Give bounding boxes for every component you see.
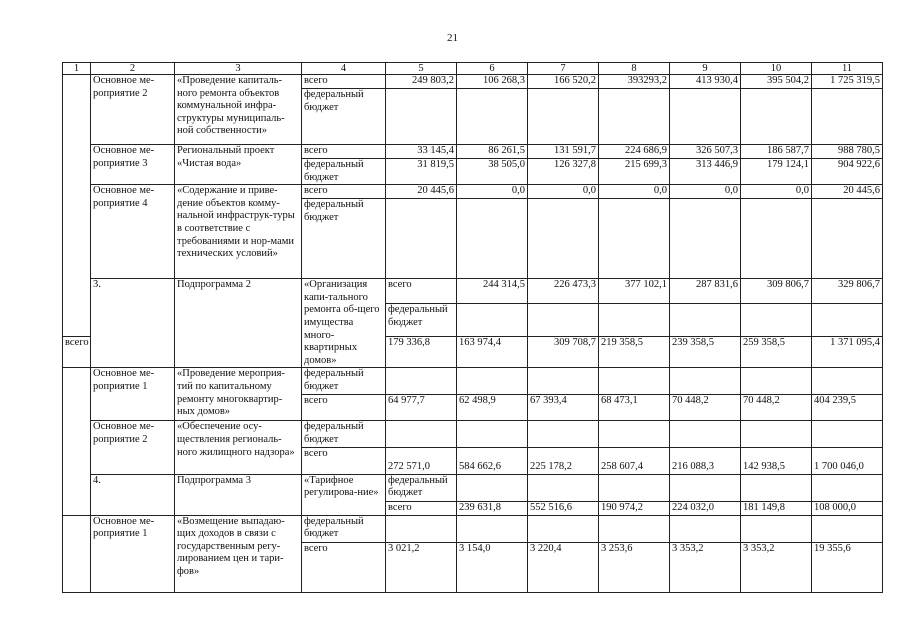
value-cell: 1 700 046,0	[812, 447, 883, 474]
funding-source-cell: федеральный бюджет	[302, 159, 386, 185]
value-cell: 68 473,1	[599, 395, 670, 421]
value-cell	[386, 515, 457, 542]
header-cell: 8	[599, 63, 670, 75]
value-cell: 70 448,2	[741, 395, 812, 421]
value-cell: 259 358,5	[741, 336, 812, 368]
funding-source-cell: федеральный бюджет	[302, 89, 386, 145]
value-cell	[812, 515, 883, 542]
value-cell	[670, 199, 741, 279]
value-cell: 0,0	[741, 185, 812, 199]
value-cell: 309 708,7	[528, 336, 599, 368]
funding-source-cell: всего	[63, 336, 91, 368]
activity-description-cell: «Обеспечение осу-ществления региональ-ного жилищного надзора»	[175, 421, 302, 474]
value-cell: 20 445,6	[812, 185, 883, 199]
activity-name-cell: Основное ме-роприятие 3	[91, 145, 175, 185]
value-cell	[457, 304, 528, 337]
value-cell	[670, 421, 741, 447]
funding-source-cell: всего	[302, 75, 386, 89]
value-cell: 552 516,6	[528, 501, 599, 515]
value-cell	[528, 515, 599, 542]
activity-name-cell: Основное ме-роприятие 4	[91, 185, 175, 279]
funding-source-cell: федеральный бюджет	[386, 474, 457, 501]
value-cell	[812, 421, 883, 447]
value-cell: 3 353,2	[741, 542, 812, 592]
value-cell: 3 220,4	[528, 542, 599, 592]
value-cell	[599, 199, 670, 279]
row-number-cell: 4.	[91, 474, 175, 515]
funding-source-cell: всего	[302, 145, 386, 159]
value-cell	[386, 89, 457, 145]
value-cell	[599, 89, 670, 145]
value-cell: 20 445,6	[386, 185, 457, 199]
table-row	[63, 474, 883, 501]
value-cell: 1 725 319,5	[812, 75, 883, 89]
activity-description-cell: «Содержание и приве-дение объектов комму-нальной инфраструк-туры в соответствие с требованиями и нор-мами технических условий»	[175, 185, 302, 279]
value-cell: 393293,2	[599, 75, 670, 89]
table-row	[63, 185, 883, 199]
funding-source-cell: всего	[302, 185, 386, 199]
activity-name-cell: Основное ме-роприятие 1	[91, 515, 175, 592]
value-cell	[386, 421, 457, 447]
table-row	[63, 515, 883, 542]
value-cell: 181 149,8	[741, 501, 812, 515]
value-cell: 239 631,8	[457, 501, 528, 515]
value-cell	[670, 515, 741, 542]
value-cell: 404 239,5	[812, 395, 883, 421]
row-number-cell	[63, 75, 91, 337]
value-cell	[457, 368, 528, 395]
value-cell: 126 327,8	[528, 159, 599, 185]
activity-description-cell: «Проведение мероприя-тий по капитальному ремонту многоквартир-ных домов»	[175, 368, 302, 421]
value-cell: 106 268,3	[457, 75, 528, 89]
column-numbers-row	[63, 63, 883, 75]
funding-source-cell: федеральный бюджет	[302, 368, 386, 395]
value-cell: 86 261,5	[457, 145, 528, 159]
table-row	[63, 279, 883, 304]
row-number-cell	[63, 515, 91, 592]
activity-description-cell: «Проведение капиталь-ного ремонта объектов коммунальной инфра-структуры муниципаль-ной собственности»	[175, 75, 302, 145]
value-cell	[741, 199, 812, 279]
row-number-cell: 3.	[91, 279, 175, 368]
value-cell: 224 686,9	[599, 145, 670, 159]
value-cell: 166 520,2	[528, 75, 599, 89]
value-cell: 131 591,7	[528, 145, 599, 159]
value-cell	[457, 89, 528, 145]
value-cell	[528, 89, 599, 145]
header-cell: 2	[91, 63, 175, 75]
value-cell: 413 930,4	[670, 75, 741, 89]
page-number: 21	[447, 32, 458, 44]
subprogram-description-cell: «Тарифное регулирова-ние»	[302, 474, 386, 515]
value-cell	[812, 304, 883, 337]
value-cell: 584 662,6	[457, 447, 528, 474]
subprogram-name-cell: Подпрограмма 2	[175, 279, 302, 368]
header-cell: 5	[386, 63, 457, 75]
value-cell	[599, 515, 670, 542]
subprogram-name-cell: Подпрограмма 3	[175, 474, 302, 515]
value-cell: 3 353,2	[670, 542, 741, 592]
value-cell	[812, 474, 883, 501]
value-cell: 904 922,6	[812, 159, 883, 185]
activity-name-cell: Основное ме-роприятие 2	[91, 421, 175, 474]
funding-source-cell: всего	[302, 395, 386, 421]
row-number-cell	[63, 368, 91, 515]
funding-source-cell: всего	[302, 447, 386, 474]
funding-source-cell: всего	[302, 542, 386, 592]
value-cell: 108 000,0	[812, 501, 883, 515]
value-cell: 258 607,4	[599, 447, 670, 474]
value-cell	[528, 199, 599, 279]
value-cell	[812, 89, 883, 145]
value-cell: 0,0	[457, 185, 528, 199]
value-cell: 395 504,2	[741, 75, 812, 89]
value-cell: 38 505,0	[457, 159, 528, 185]
value-cell: 31 819,5	[386, 159, 457, 185]
header-cell: 3	[175, 63, 302, 75]
value-cell	[812, 199, 883, 279]
value-cell: 239 358,5	[670, 336, 741, 368]
value-cell: 179 336,8	[386, 336, 457, 368]
value-cell: 0,0	[599, 185, 670, 199]
value-cell	[670, 304, 741, 337]
value-cell	[741, 368, 812, 395]
value-cell: 225 178,2	[528, 447, 599, 474]
value-cell	[741, 515, 812, 542]
value-cell	[457, 199, 528, 279]
subprogram-description-cell: «Организация капи-тального ремонта об-щего имущества много-квартирных домов»	[302, 279, 386, 368]
value-cell	[670, 89, 741, 145]
activity-description-cell: «Возмещение выпадаю-щих доходов в связи с государственным регу-лированием цен и тари-фов»	[175, 515, 302, 592]
value-cell	[528, 421, 599, 447]
value-cell: 33 145,4	[386, 145, 457, 159]
value-cell	[741, 89, 812, 145]
value-cell: 142 938,5	[741, 447, 812, 474]
header-cell: 1	[63, 63, 91, 75]
value-cell: 64 977,7	[386, 395, 457, 421]
value-cell: 163 974,4	[457, 336, 528, 368]
value-cell: 67 393,4	[528, 395, 599, 421]
funding-source-cell: всего	[386, 501, 457, 515]
value-cell: 0,0	[528, 185, 599, 199]
header-cell: 10	[741, 63, 812, 75]
value-cell: 186 587,7	[741, 145, 812, 159]
value-cell: 377 102,1	[599, 279, 670, 304]
value-cell: 190 974,2	[599, 501, 670, 515]
header-cell: 11	[812, 63, 883, 75]
value-cell	[599, 304, 670, 337]
value-cell	[599, 421, 670, 447]
value-cell: 3 253,6	[599, 542, 670, 592]
table-row	[63, 368, 883, 395]
funding-source-cell: федеральный бюджет	[302, 515, 386, 542]
header-cell: 6	[457, 63, 528, 75]
activity-description-cell: Региональный проект «Чистая вода»	[175, 145, 302, 185]
header-cell: 7	[528, 63, 599, 75]
value-cell: 1 371 095,4	[812, 336, 883, 368]
value-cell	[741, 474, 812, 501]
value-cell: 219 358,5	[599, 336, 670, 368]
funding-source-cell: федеральный бюджет	[386, 304, 457, 337]
value-cell	[741, 421, 812, 447]
budget-table	[62, 62, 883, 593]
value-cell: 988 780,5	[812, 145, 883, 159]
funding-source-cell: федеральный бюджет	[302, 199, 386, 279]
value-cell: 309 806,7	[741, 279, 812, 304]
header-cell: 4	[302, 63, 386, 75]
header-cell: 9	[670, 63, 741, 75]
value-cell: 326 507,3	[670, 145, 741, 159]
value-cell	[812, 368, 883, 395]
table-row	[63, 75, 883, 89]
table-row	[63, 421, 883, 447]
value-cell	[670, 474, 741, 501]
value-cell: 249 803,2	[386, 75, 457, 89]
value-cell: 226 473,3	[528, 279, 599, 304]
value-cell: 62 498,9	[457, 395, 528, 421]
value-cell: 224 032,0	[670, 501, 741, 515]
value-cell	[599, 368, 670, 395]
value-cell	[457, 515, 528, 542]
value-cell	[528, 304, 599, 337]
value-cell	[741, 304, 812, 337]
value-cell	[386, 199, 457, 279]
value-cell: 216 088,3	[670, 447, 741, 474]
value-cell: 329 806,7	[812, 279, 883, 304]
value-cell	[528, 474, 599, 501]
value-cell	[670, 368, 741, 395]
value-cell: 244 314,5	[457, 279, 528, 304]
value-cell: 313 446,9	[670, 159, 741, 185]
value-cell: 215 699,3	[599, 159, 670, 185]
value-cell: 272 571,0	[386, 447, 457, 474]
value-cell	[599, 474, 670, 501]
value-cell	[457, 421, 528, 447]
funding-source-cell: федеральный бюджет	[302, 421, 386, 447]
activity-name-cell: Основное ме-роприятие 1	[91, 368, 175, 421]
value-cell	[528, 368, 599, 395]
value-cell: 287 831,6	[670, 279, 741, 304]
value-cell: 0,0	[670, 185, 741, 199]
value-cell: 179 124,1	[741, 159, 812, 185]
value-cell: 3 154,0	[457, 542, 528, 592]
value-cell: 3 021,2	[386, 542, 457, 592]
value-cell	[386, 368, 457, 395]
activity-name-cell: Основное ме-роприятие 2	[91, 75, 175, 145]
value-cell: 70 448,2	[670, 395, 741, 421]
value-cell	[457, 474, 528, 501]
table-row	[63, 145, 883, 159]
funding-source-cell: всего	[386, 279, 457, 304]
value-cell: 19 355,6	[812, 542, 883, 592]
